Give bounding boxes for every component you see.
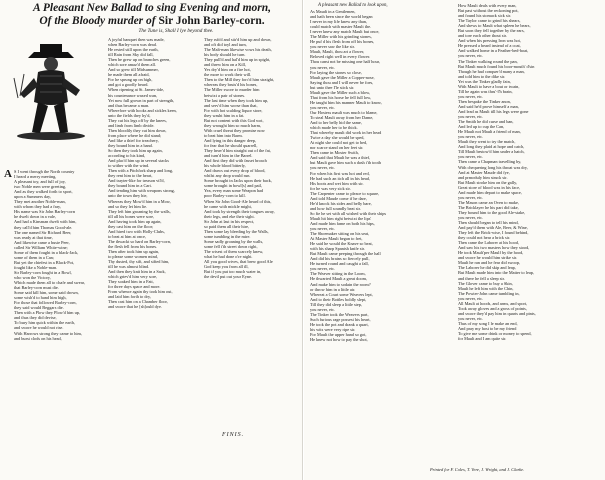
verse-line: Then cast him on a Chamber floor, bbox=[108, 299, 168, 305]
verse-line: He Mault not Mault a friend of man, bbox=[458, 129, 521, 135]
verse-line: his whole blood bitterly, bbox=[204, 163, 246, 169]
verse-line: He said he would the Knave so beat, bbox=[310, 241, 373, 247]
verse-line: Thy dusted, thy sift, and sifted him, bbox=[108, 259, 170, 265]
verse-line: and how full soundly beat sir. bbox=[310, 205, 361, 211]
verse-line: How Mault deals with every man, bbox=[458, 3, 517, 8]
verse-line: you never, etc. bbox=[310, 266, 336, 272]
verse-line: They pull'd and hal'd him up in spight, bbox=[204, 57, 271, 63]
verse-line: And draws out every drop of blood, bbox=[204, 168, 266, 174]
verse-line: For when his first was hot and red, bbox=[310, 170, 370, 176]
verse-line: which made her to be thick. bbox=[310, 125, 358, 131]
verse-line: I heard a merry meeting, bbox=[14, 174, 57, 180]
verse-line: And said he'd prove himself a man, bbox=[458, 103, 519, 109]
verse-line: Beloved right well in every flower. bbox=[310, 54, 371, 60]
verse-line: their legs, and eke their sight. bbox=[204, 213, 255, 219]
verse-line: they bound him in a band. bbox=[108, 142, 153, 148]
verse-line: according to his kind, bbox=[108, 153, 146, 159]
verse-line: Great store of blood was in his face, bbox=[458, 184, 521, 190]
verse-line: you never, etc. bbox=[310, 306, 336, 312]
verse-line: And lying in this danger deep, bbox=[204, 137, 257, 143]
verse-line: to please some women mind, bbox=[108, 254, 159, 260]
ballad-title bbox=[8, 2, 296, 27]
verse-line: He pressed a beard instead of a coat, bbox=[458, 43, 521, 49]
verse-line: The wisest of them scarcely knew, bbox=[204, 248, 264, 254]
verse-line: And had a Kinsman dwelt with him, bbox=[14, 219, 77, 225]
verse-line: And having took him up again, bbox=[108, 218, 162, 224]
verse-line: And said that Mault he was a thief, bbox=[310, 155, 371, 161]
verse-line: you never, etc. bbox=[458, 154, 484, 160]
verse-line: for fear that he should quarrell, bbox=[204, 142, 258, 148]
verse-line: Mault gave the Miller such a blow, bbox=[310, 89, 370, 95]
verse-line: For Mault the upper hand so got, bbox=[310, 332, 367, 337]
verse-line: His name was Sir John Barley-corn bbox=[14, 209, 75, 215]
left-verse-column-3 bbox=[204, 37, 300, 279]
verse-line: upon a Summers day, bbox=[14, 194, 51, 200]
verse-line: Then came a Chapman travelling by, bbox=[458, 159, 522, 165]
verse-line: and hath been since the world began bbox=[310, 14, 373, 20]
verse-line: some fell i'th street down right, bbox=[204, 243, 258, 249]
verse-line: When ripening at St. James-tide, bbox=[108, 87, 165, 93]
verse-line: And tending him with weapons strong, bbox=[108, 188, 175, 194]
right-broadside-page bbox=[304, 0, 605, 480]
verse-line: whilst any drop would run. bbox=[204, 173, 251, 179]
left-verse-column-2 bbox=[108, 37, 204, 310]
verse-line: Whereat a Court some Weavers lept, bbox=[310, 291, 373, 297]
title-line-2-name: Sir John Barley-corn. bbox=[158, 14, 265, 27]
verse-line: I never knew any match Mault but once, bbox=[310, 29, 380, 35]
verse-line: Took away gloves and a gross of points, bbox=[458, 305, 527, 311]
verse-line: The Smith he did curse and ban, bbox=[458, 119, 514, 125]
verse-line: To give me some drink or money to spend, bbox=[458, 331, 532, 337]
verse-line: They left the Brick-wise, I found behind, bbox=[458, 230, 529, 236]
verse-line: The last time when they took him up, bbox=[204, 97, 269, 103]
verse-line: Sir Barley-corn fought in a Bowl, bbox=[14, 269, 72, 275]
title-line-1: A Pleasant New Ballad to sing Evening and morn, bbox=[32, 2, 272, 14]
verse-line: I never in my life knew any than, bbox=[310, 19, 368, 25]
verse-line: but unto thee I'le stick sir. bbox=[310, 84, 355, 90]
title-line-2-pre: Of the Bloody murder of bbox=[39, 14, 159, 27]
verse-line: they call'd him Thomas Good-ale. bbox=[14, 224, 73, 230]
verse-line: He took the pot and drank a quart, bbox=[310, 321, 369, 327]
verse-line: At Master Mault began to fret, bbox=[310, 236, 363, 242]
right-verse-column-2 bbox=[458, 3, 604, 341]
verse-line: they cast him on the floor; bbox=[108, 223, 154, 229]
verse-line: At night she could not get to bed, bbox=[310, 140, 368, 146]
verse-line: to beat at him at once, bbox=[108, 233, 146, 239]
verse-line: He knew not how to pay the shot, bbox=[310, 337, 368, 343]
verse-line: Mault he left him with the Chin, bbox=[458, 285, 514, 291]
verse-line: They heav'd him straight out of the fat, bbox=[204, 148, 271, 154]
verse-line: and swore he would not rise. bbox=[14, 325, 64, 331]
verse-line: And likewise came a busie Peer, bbox=[14, 239, 70, 245]
verse-line: For laying the stones so close, bbox=[310, 69, 362, 75]
verse-line: And trayter-like for treason vil'd, bbox=[108, 178, 165, 184]
verse-line: Yet now full grown in part of strength, bbox=[108, 97, 175, 103]
verse-line: poor Barley-corn to kill. bbox=[204, 193, 246, 199]
printer-imprint: Printed for F. Coles, T. Vere, J. Wright, and J. Clarke. bbox=[430, 467, 525, 472]
verse-line: They bound him to the good Ale-stake, bbox=[458, 209, 526, 215]
verse-line: Mault, Mault, thou art a flower, bbox=[310, 49, 365, 55]
verse-line: And lead as Mault till his legs were gone bbox=[458, 108, 529, 114]
verse-line: nor scarce stand on her feet sir. bbox=[310, 145, 364, 151]
verse-line: you never, etc. bbox=[458, 134, 484, 140]
verse-line: unto the town they hie, bbox=[108, 193, 148, 199]
verse-line: you never, etc. bbox=[310, 226, 336, 232]
verse-line: called Sir William White-wine; bbox=[14, 244, 68, 250]
verse-line: betwixt a pair of stones. bbox=[204, 92, 246, 98]
verse-line: They soaked him in a Fatt, bbox=[108, 279, 154, 285]
verse-line: They rub'd and stir'd him up and down, bbox=[204, 37, 272, 42]
verse-line: All Mault at hoods, and arms, and sport, bbox=[458, 300, 528, 306]
verse-line: He puf d his flesh from off his bones, bbox=[310, 39, 375, 45]
verse-line: and burst clods on his head, bbox=[14, 335, 62, 341]
verse-line: And at Master Maude did fye, bbox=[458, 169, 510, 175]
verse-line: Some said kill him, some said drown, bbox=[14, 290, 79, 296]
right-page-heading: A pleasant new Ballad to look upon, bbox=[318, 3, 388, 8]
verse-line: for he was very sick sir. bbox=[310, 185, 351, 191]
verse-line: Then bloodily they cut him down, bbox=[108, 127, 167, 133]
verse-line: So then they took him up again, bbox=[108, 148, 163, 154]
verse-line: The Miller swore to murder him bbox=[204, 87, 260, 93]
verse-line: He turned round and caught a fall, bbox=[310, 261, 369, 267]
verse-line: For those that followed Barley-corn, bbox=[14, 300, 77, 306]
woodcut-figure-image bbox=[10, 38, 92, 142]
verse-line: his wits were very ripe sir. bbox=[310, 326, 356, 332]
verse-line: The Taylor came to grind his shears, bbox=[458, 18, 521, 24]
verse-line: But Mault made him into the Matter to leap, bbox=[458, 270, 535, 276]
verse-line: They cut his legs off by the knees, bbox=[108, 117, 167, 123]
verse-line: And first they did with fasset broach bbox=[204, 158, 267, 164]
verse-line: Then came the Laborer at his hood, bbox=[458, 240, 519, 246]
verse-line: Then he grew up on branches green, bbox=[108, 57, 171, 63]
verse-line: Whereas they Mow'd him in a Mow, bbox=[108, 198, 171, 204]
verse-line: So fie he set with all wished with their ships bbox=[310, 210, 387, 216]
verse-line: that Barley-corn must die. bbox=[14, 285, 59, 291]
verse-line: and swore he would him strike sir. bbox=[458, 255, 518, 261]
verse-line: fought like a Noble-man. bbox=[14, 264, 58, 270]
verse-line: And to her belly hid the same, bbox=[310, 120, 362, 126]
verse-line: they said would Beggars die. bbox=[14, 305, 64, 311]
verse-line: And told Maude come if he dare, bbox=[310, 195, 367, 201]
dropcap-letter: A bbox=[4, 168, 12, 180]
verse-line: And so grew till Midsummer, bbox=[108, 67, 159, 73]
left-verse-column-1 bbox=[14, 169, 110, 341]
verse-line: you never, etc. bbox=[310, 165, 336, 171]
verse-line: he dwelt down in a vale, bbox=[14, 214, 57, 220]
verse-line: And did his brains so fiercely pull, bbox=[310, 256, 370, 262]
verse-line: Yes dry'd him on a fire hot, bbox=[204, 67, 251, 73]
verse-line: But Mault came peeping through the hall bbox=[310, 251, 381, 257]
verse-line: they could not hear a brick sir. bbox=[458, 235, 511, 241]
verse-line: when Barley-corn was dead. bbox=[108, 42, 157, 48]
verse-line: Then with a Plow they Plow'd him up, bbox=[14, 310, 80, 316]
verse-line: some brought in bowl[s] and pail, bbox=[204, 183, 262, 189]
verse-line: what he had done o're night. bbox=[204, 254, 253, 260]
verse-line: The Laborer he did skip and leap, bbox=[458, 265, 516, 271]
verse-line: He rested still upon the earth, bbox=[108, 47, 159, 53]
verse-line: They left him groaning by the walls, bbox=[108, 208, 171, 214]
verse-line: He'd knock his sides and belly bare, bbox=[310, 200, 372, 206]
verse-line: His boots and wet him with sir. bbox=[310, 180, 364, 186]
verse-line: He taught him his manner Mault to know, bbox=[310, 99, 382, 105]
verse-line: And then they knit him in a Sack, bbox=[108, 269, 166, 275]
verse-line: He took Mault'per Maulf by the hood, bbox=[458, 250, 524, 256]
verse-line: his countenance waxed wan, bbox=[108, 92, 158, 98]
verse-line: so paid them all their hire, bbox=[204, 223, 250, 229]
tune-note: The Tune is, Shall I lye beyond thee. bbox=[138, 28, 214, 34]
verse-line: some of them in a Can; bbox=[14, 254, 54, 260]
verse-line: A pleasant toy, and full of joy, bbox=[14, 179, 66, 185]
verse-line: Then to the Mill they forc'd him straight, bbox=[204, 77, 275, 83]
verse-line: Then after took him up again, bbox=[108, 248, 160, 254]
verse-line: Mault hit him right betwixt the lips' bbox=[310, 215, 372, 221]
verse-line: Such furious rage possest his heart, bbox=[310, 316, 371, 322]
verse-line: and thus they did devise, bbox=[14, 315, 57, 321]
verse-line: and serv'd him worse than that, bbox=[204, 102, 258, 108]
verse-line: But not content with this God wot, bbox=[204, 117, 264, 123]
verse-line: Mault he ran and he fear did swoop, bbox=[458, 260, 521, 266]
verse-line: and so they let him lie. bbox=[108, 203, 148, 209]
verse-line: The Powter-John came tumbling in, bbox=[458, 290, 520, 296]
verse-line: with whom they had a fray, bbox=[14, 204, 61, 210]
verse-line: But Mault much found his boor-mouth' d'sin bbox=[458, 63, 535, 69]
verse-line: which sore amaz'd them all. bbox=[108, 62, 156, 68]
verse-line: you never, etc. bbox=[458, 315, 484, 321]
verse-line: Then with a Pitchfork sharp and long, bbox=[108, 168, 174, 174]
verse-line: The Tinker took the Weavers part, bbox=[310, 311, 369, 317]
verse-line: And made him depart to make space, bbox=[458, 189, 522, 195]
verse-line: That from his horse he fell full low, bbox=[310, 94, 372, 100]
verse-line: And as they walked forth to sport, bbox=[14, 189, 73, 195]
verse-line: Then came in Moster Swith, bbox=[310, 150, 359, 156]
verse-line: and tore each other thout sir. bbox=[458, 33, 507, 39]
verse-line: A joyful banquet then was made, bbox=[108, 37, 165, 42]
verse-line: you never, etc. bbox=[458, 53, 484, 59]
verse-line: they bound him in a Cart. bbox=[108, 183, 152, 189]
verse-line: Twice a day she would be sped, bbox=[310, 135, 365, 141]
verse-line: Thou canst not be missing one half hour, bbox=[310, 59, 380, 65]
verse-line: to wither with the wind. bbox=[108, 163, 150, 169]
verse-line: but Mault gave him such a dash i'th tooth bbox=[310, 160, 381, 166]
verse-line: And when his pressing Iron was hot, bbox=[458, 38, 521, 44]
verse-line: from place where he did stand; bbox=[108, 132, 162, 138]
verse-line: and thus became a man. bbox=[108, 102, 150, 108]
verse-line: When Sir John Good-Ale heard of this, bbox=[204, 198, 272, 204]
verse-line: And hired two with Holly-Clubs, bbox=[108, 228, 165, 234]
verse-line: Some of them fought in a black-Jack, bbox=[14, 249, 79, 255]
verse-line: you never, etc. bbox=[458, 194, 484, 200]
verse-line: Thus of my song I le make an end, bbox=[458, 320, 518, 326]
verse-line: some tumbling in the mire. bbox=[204, 233, 251, 239]
verse-line: The Tinker walking round the pan, bbox=[458, 58, 518, 64]
verse-line: his body should he turn. bbox=[204, 52, 246, 58]
verse-line: Though he had conquer'd many a man, bbox=[458, 68, 525, 74]
verse-line: and swore they'd pay him in quarts and pints, bbox=[458, 310, 536, 316]
verse-line: And took by strength their tongues away, bbox=[204, 208, 275, 214]
verse-line: And plac'd him up in several stacks bbox=[108, 158, 169, 164]
verse-line: The Malt-man likewise vows his death, bbox=[204, 47, 272, 53]
verse-line: He had such an itch all in his head, bbox=[310, 175, 371, 181]
verse-line: But soon they fell together by the ears, bbox=[458, 28, 525, 34]
verse-line: With Harrows strong they came to him, bbox=[14, 330, 82, 336]
verse-line: the flesh fell from his bones. bbox=[108, 243, 158, 249]
title-line-2 bbox=[8, 15, 296, 28]
verse-line: With cruel threat they promise now bbox=[204, 127, 265, 133]
verse-line: To steal Mault away from her Dame, bbox=[310, 114, 374, 120]
verse-line: for three days space and more. bbox=[108, 284, 161, 290]
verse-line: To bury him quick within the earth, bbox=[14, 320, 75, 326]
verse-line: Then should began to tell his mind, bbox=[458, 220, 519, 226]
verse-line: The Shoemaker sitting on his seat, bbox=[310, 231, 370, 237]
verse-line: And led up to cup the Can, bbox=[458, 124, 505, 130]
verse-line: And pay'd them with Ale, Beer, & Wine, bbox=[458, 225, 528, 231]
verse-line: Mault they went to try the match, bbox=[458, 139, 516, 145]
verse-line: you never, etc. bbox=[458, 214, 484, 220]
verse-line: and threw him on a Kill, bbox=[204, 62, 247, 68]
verse-line: Till he again was thru'-l'h brain, bbox=[458, 88, 513, 94]
verse-line: And make him to sodain the room? bbox=[310, 281, 371, 287]
verse-line: he came with mickle might, bbox=[204, 203, 252, 209]
verse-line: But if you put too much water in, bbox=[204, 269, 262, 275]
verse-line: you never, etc. bbox=[458, 114, 484, 120]
verse-line: to beat him into Barm. bbox=[204, 132, 243, 138]
verse-line: unto the fields they hy'd, bbox=[108, 112, 151, 118]
verse-line: But past without the reckoning pot, bbox=[458, 8, 519, 14]
verse-line: And shews to Mault what spleen he bears, bbox=[458, 23, 531, 29]
verse-line: Till Mault bestow'd him under a hatch, bbox=[458, 149, 525, 155]
verse-line: Till they did sleep a little step, bbox=[310, 301, 362, 307]
verse-line: you never, etc. bbox=[458, 93, 484, 99]
verse-line: And saw his two masters how they stood, bbox=[458, 245, 530, 251]
verse-line: Yet was the Tinker gladly fain, bbox=[458, 78, 511, 84]
verse-line: And long they plaid at hope and catch, bbox=[458, 144, 525, 150]
verse-line: Some sadly groaning by the walls, bbox=[204, 238, 264, 244]
verse-line: they wrought him so much harm, bbox=[204, 122, 262, 128]
verse-line: Then some lay bleeding by the Walls, bbox=[204, 228, 269, 234]
right-verse-column-1 bbox=[310, 9, 454, 342]
verse-line: you never, etc. bbox=[458, 295, 484, 301]
verse-line: He thwarted Mault a great doom, bbox=[310, 276, 368, 282]
verse-line: For with hot scalding liquor store, bbox=[204, 107, 263, 113]
verse-line: and limb from limb divide. bbox=[108, 122, 155, 128]
verse-line: The thwackt so hard on Barley-corn, bbox=[108, 238, 171, 244]
verse-line: you never saw the like sir. bbox=[310, 44, 355, 50]
verse-line: Some brought in Jacks upon their back, bbox=[204, 178, 272, 184]
verse-line: And made him fame on both his hips, bbox=[310, 220, 375, 226]
verse-line: As Maudi in a Gentlemen, bbox=[310, 9, 356, 14]
verse-line: and got a goodly beard. bbox=[108, 82, 149, 88]
verse-line: The Bricklayer he his part did take, bbox=[458, 204, 519, 210]
verse-line: All you good wives, that brew good Ale bbox=[204, 259, 273, 265]
verse-line: with his sharp Spanish knife sir. bbox=[310, 246, 365, 252]
verse-line: Yea, every man some Weapon had bbox=[204, 188, 264, 194]
verse-line: The Mason came an Oven to make, bbox=[458, 199, 519, 205]
verse-line: And walked home in a Feather-bed-boat, bbox=[458, 48, 529, 54]
verse-line: two Noble men were greeting, bbox=[14, 184, 67, 190]
verse-line: The Miller with his grinding stones, bbox=[310, 34, 372, 40]
verse-line: From whence again thy took him out, bbox=[108, 289, 173, 295]
verse-line: The one named Sir Richard Beer, bbox=[14, 229, 72, 235]
verse-line: The Weaver sitting in the Loom, bbox=[310, 271, 366, 277]
verse-line: Which made them all to chafe and swear, bbox=[14, 280, 85, 286]
verse-line: the more to work their will. bbox=[204, 72, 252, 78]
finis-mark: FINIS. bbox=[222, 432, 245, 438]
verse-line: And to their Bottles boldly slept, bbox=[310, 296, 367, 302]
verse-line: Our Hostess mault was much to blame, bbox=[310, 109, 378, 115]
verse-line: or throw him in a little air. bbox=[310, 286, 356, 292]
verse-line: God keep you from all ill, bbox=[204, 264, 249, 270]
verse-line: and laid him forth to dry, bbox=[108, 294, 151, 300]
verse-line: some wish'd to hand him high, bbox=[14, 295, 67, 301]
verse-line: But Mault stroke him on the gally, bbox=[458, 179, 518, 185]
verse-line: could match with master Mault the. bbox=[310, 24, 372, 30]
verse-line: Mault gave the Miller a Copper-nose, bbox=[310, 74, 375, 80]
verse-line: was ready at that time, bbox=[14, 234, 53, 240]
verse-line: The Glover came to buy a Skin, bbox=[458, 280, 513, 286]
verse-line: For he sprung up on high, bbox=[108, 77, 153, 83]
verse-line: you never, etc. bbox=[310, 64, 336, 70]
verse-line: they rent him to the heart, bbox=[108, 173, 153, 179]
verse-line: the devil put out your Eyne. bbox=[204, 274, 252, 280]
verse-line: With Mault to have a bout or twain, bbox=[458, 83, 520, 89]
verse-line: With chequering long his throat was dry, bbox=[458, 164, 528, 170]
verse-line: till he was almost blind. bbox=[108, 264, 150, 270]
verse-line: and told him to the dike sir. bbox=[458, 73, 506, 79]
verse-line: And pray my host to be my friend bbox=[458, 326, 517, 331]
verse-line: They met another Noble-man, bbox=[14, 199, 66, 205]
verse-line: S I went through the North country bbox=[14, 169, 75, 174]
verse-line: for Mault and I am quite sir. bbox=[458, 336, 507, 342]
verse-line: you never, etc. bbox=[310, 104, 336, 110]
verse-line: till Rain from Sky did fall, bbox=[108, 52, 154, 58]
verse-line: whereas they bruis'd his bones, bbox=[204, 82, 258, 88]
verse-line: who won the Victory, bbox=[14, 274, 51, 280]
verse-line: and prmoduly him struck sir. bbox=[458, 174, 508, 180]
verse-line: and oft did toyl and turn, bbox=[204, 42, 247, 48]
verse-line: and turn'd him in the Barrel. bbox=[204, 153, 253, 159]
verse-line: Saying thou and I will never be foes, bbox=[310, 79, 374, 85]
verse-line: they washt him in a fat. bbox=[204, 112, 245, 118]
verse-line: and swore that he [sh]ould dye. bbox=[108, 304, 162, 310]
verse-line: And like a thief for treachery, bbox=[108, 137, 159, 143]
verse-line: and there he fell a sleep sir. bbox=[458, 275, 505, 281]
verse-line: Sir John at last in his respect, bbox=[204, 218, 255, 224]
verse-line: he made them all afraid, bbox=[108, 72, 150, 78]
verse-line: But yet the chiefest in a Black-Pot, bbox=[14, 259, 75, 265]
verse-line: which griev'd him very sore, bbox=[108, 274, 158, 280]
verse-line: That whereby mault did work in her head bbox=[310, 130, 382, 136]
verse-line: The Carpenter came to pleace to square, bbox=[310, 190, 380, 196]
verse-line: Then bespake the Tinker anon, bbox=[458, 98, 511, 104]
verse-line: and found his stomack sick sir. bbox=[458, 13, 511, 19]
verse-line: Wherefore with hooks and sickles keen, bbox=[108, 107, 177, 113]
verse-line: till all his bones were sore, bbox=[108, 213, 155, 219]
